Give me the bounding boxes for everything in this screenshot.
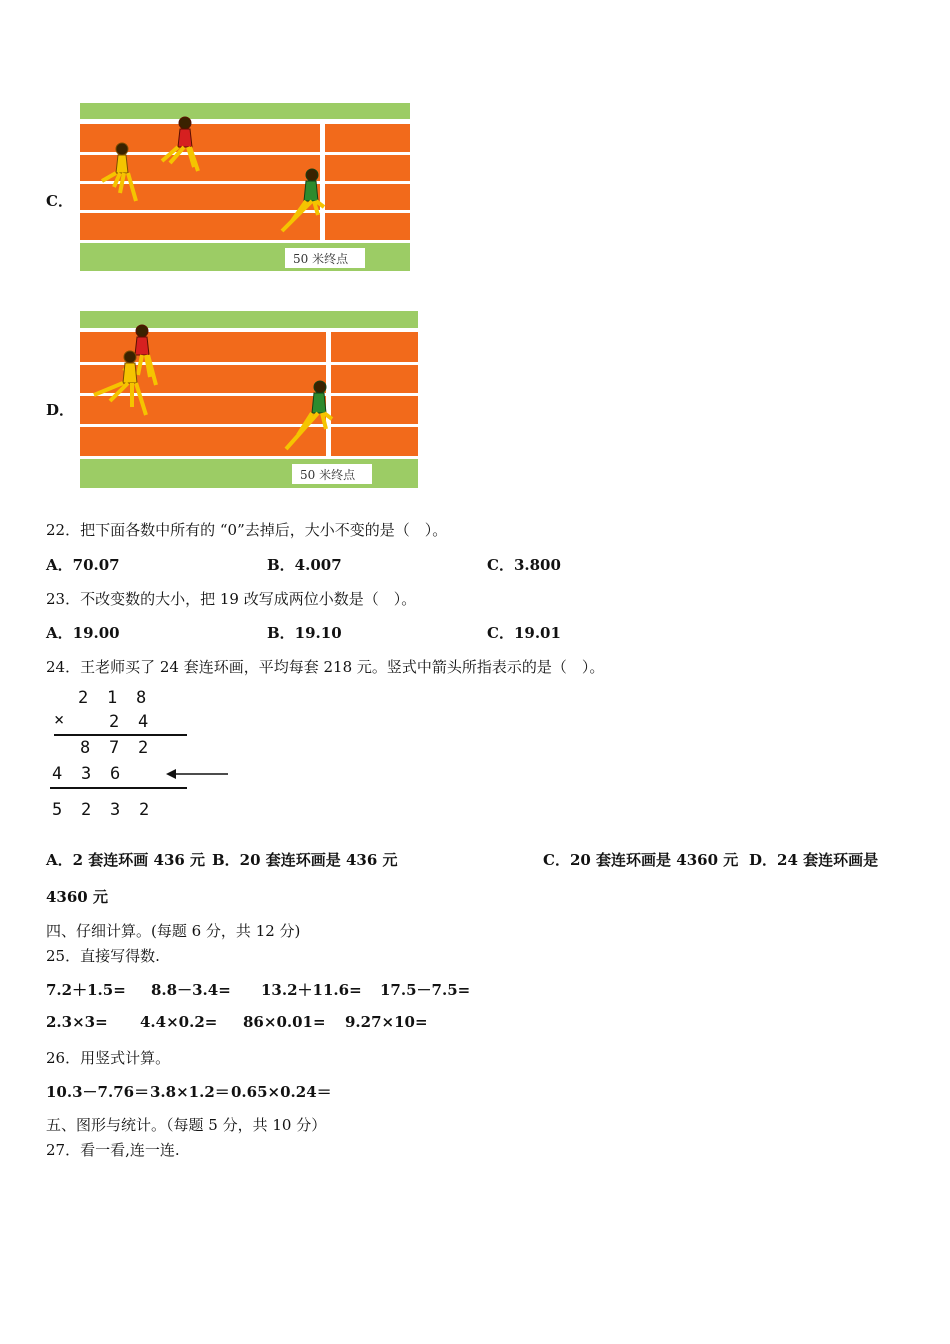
digit: 6: [110, 764, 121, 784]
question-23: 23．不改变数的大小，把 19 改写成两位小数是（ ）。: [46, 590, 417, 608]
q25-item: 17.5－7.5=: [380, 981, 471, 999]
digit: 2: [78, 688, 89, 708]
finish-text: 50 米终点: [293, 252, 349, 266]
q25-item: 7.2＋1.5=: [46, 981, 126, 999]
arrow-left-icon: [164, 768, 230, 780]
question-22: 22．把下面各数中所有的 “0”去掉后，大小不变的是（ ）。: [46, 521, 448, 539]
digit: 2: [138, 738, 149, 758]
q24-option-d[interactable]: D．24 套连环画是: [749, 851, 879, 869]
grass-top: [80, 311, 418, 328]
question-26: 26．用竖式计算。: [46, 1049, 171, 1067]
question-25: 25．直接写得数.: [46, 947, 160, 965]
question-24: 24．王老师买了 24 套连环画，平均每套 218 元。竖式中箭头所指表示的是（ ）。: [46, 658, 605, 676]
option-c-label: C．: [46, 192, 73, 210]
finish-text: 50 米终点: [300, 468, 356, 482]
section-4-title: 四、仔细计算。(每题 6 分，共 12 分): [46, 922, 301, 940]
vertical-line: [54, 734, 187, 736]
digit: 2: [139, 800, 150, 820]
finish-line: [326, 332, 331, 456]
q23-option-c[interactable]: C．19.01: [487, 624, 561, 642]
q25-item: 8.8－3.4=: [151, 981, 231, 999]
q23-option-a[interactable]: A．19.00: [46, 624, 120, 642]
option-c-track-image: [80, 103, 410, 271]
finish-line: [320, 124, 325, 240]
q24-option-d-cont: 4360 元: [46, 888, 108, 906]
q22-option-b[interactable]: B．4.007: [267, 556, 342, 574]
digit: 5: [52, 800, 63, 820]
digit: 1: [107, 688, 118, 708]
digit: 4: [138, 712, 149, 732]
q22-option-c[interactable]: C．3.800: [487, 556, 561, 574]
vertical-line: [50, 787, 187, 789]
q25-item: 9.27×10=: [345, 1013, 428, 1031]
option-d-label: D．: [46, 401, 75, 419]
q25-item: 2.3×3=: [46, 1013, 108, 1031]
question-27: 27．看一看,连一连.: [46, 1141, 180, 1159]
section-5-title: 五、图形与统计。（每题 5 分，共 10 分）: [46, 1116, 327, 1134]
digit: 2: [109, 712, 120, 732]
q24-option-b[interactable]: B．20 套连环画是 436 元: [212, 851, 398, 869]
option-d-track-image: [80, 311, 418, 488]
digit: 4: [52, 764, 63, 784]
digit: 8: [136, 688, 147, 708]
digit: 8: [80, 738, 91, 758]
digit: 2: [81, 800, 92, 820]
q24-option-a[interactable]: A．2 套连环画 436 元: [46, 851, 206, 869]
digit: 3: [81, 764, 92, 784]
q25-item: 4.4×0.2=: [140, 1013, 218, 1031]
q24-option-c[interactable]: C．20 套连环画是 4360 元: [543, 851, 739, 869]
q25-item: 13.2＋11.6=: [261, 981, 362, 999]
vertical-multiplication: [46, 688, 246, 828]
q23-option-b[interactable]: B．19.10: [267, 624, 342, 642]
times-sign: ×: [54, 710, 65, 730]
digit: 7: [109, 738, 120, 758]
grass-top: [80, 103, 410, 119]
q26-item: 0.65×0.24＝: [231, 1083, 332, 1101]
q26-item: 10.3－7.76＝: [46, 1083, 150, 1101]
q26-item: 3.8×1.2＝: [150, 1083, 230, 1101]
q25-item: 86×0.01=: [243, 1013, 326, 1031]
q22-option-a[interactable]: A．70.07: [46, 556, 120, 574]
digit: 3: [110, 800, 121, 820]
